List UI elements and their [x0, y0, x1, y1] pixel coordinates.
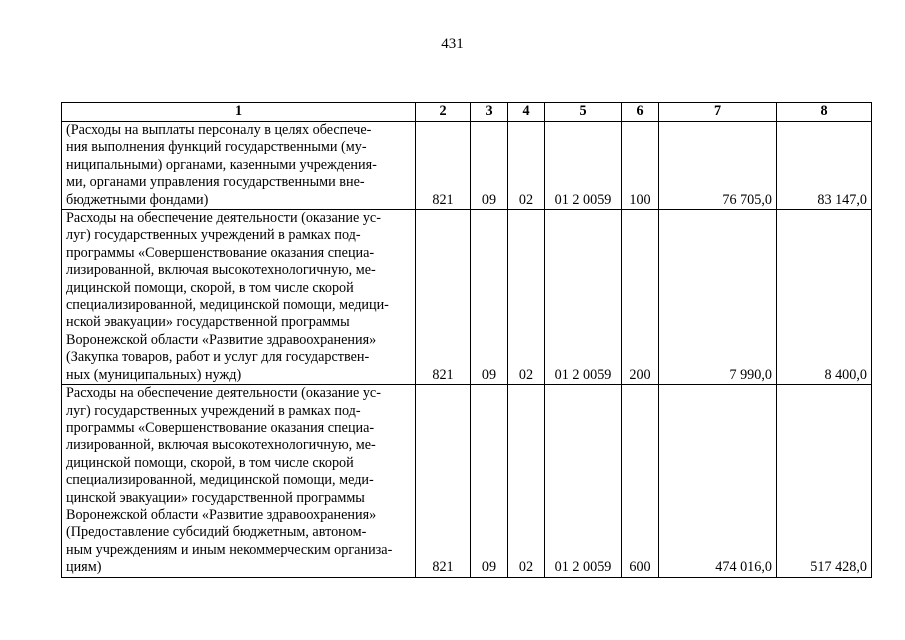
column-header-7: 7	[659, 103, 777, 122]
description-line: программы «Совершенствование оказания специа-	[66, 244, 375, 261]
description-line: луг) государственных учреждений в рамках под-	[66, 227, 361, 244]
cell-col2: 821	[416, 210, 471, 385]
description-line: (Закупка товаров, работ и услуг для государствен-	[66, 349, 370, 366]
row-description	[62, 385, 416, 577]
description-line: лизированной, включая высокотехнологичную, ме-	[66, 437, 376, 454]
cell-col2: 821	[416, 122, 471, 210]
column-header-2: 2	[416, 103, 471, 122]
description-line: лизированной, включая высокотехнологичную, ме-	[66, 262, 376, 279]
column-header-5: 5	[545, 103, 622, 122]
cell-col4: 02	[508, 122, 545, 210]
cell-col4: 02	[508, 210, 545, 385]
description-line: циям)	[66, 559, 102, 576]
cell-col5: 01 2 0059	[545, 385, 622, 577]
cell-col3: 09	[471, 385, 508, 577]
description-line: Воронежской области «Развитие здравоохранения»	[66, 331, 377, 348]
row-description	[62, 122, 416, 210]
description-line: (Предоставление субсидий бюджетным, автоном-	[66, 524, 367, 541]
description-line: Расходы на обеспечение деятельности (оказание ус-	[66, 385, 381, 402]
column-header-8: 8	[777, 103, 872, 122]
cell-col8: 517 428,0	[777, 385, 872, 577]
description-line: Расходы на обеспечение деятельности (оказание ус-	[66, 210, 381, 227]
description-line: бюджетными фондами)	[66, 191, 209, 208]
table-row	[62, 210, 872, 385]
page-number: 431	[441, 36, 464, 52]
cell-col3: 09	[471, 210, 508, 385]
description-line: ным учреждениям и иным некоммерческим организа-	[66, 541, 393, 558]
cell-col8: 8 400,0	[777, 210, 872, 385]
description-line: ных (муниципальных) нужд)	[66, 366, 242, 383]
description-line: нской эвакуации» государственной программы	[66, 314, 350, 331]
description-line: луг) государственных учреждений в рамках под-	[66, 402, 361, 419]
column-header-3: 3	[471, 103, 508, 122]
column-header-4: 4	[508, 103, 545, 122]
table-row	[62, 122, 872, 210]
description-line: ния выполнения функций государственными (му-	[66, 139, 367, 156]
cell-col5: 01 2 0059	[545, 210, 622, 385]
description-line: (Расходы на выплаты персоналу в целях обеспече-	[66, 122, 372, 138]
description-line: ми, органами управления государственными вне-	[66, 174, 365, 191]
cell-col3: 09	[471, 122, 508, 210]
cell-col6: 600	[622, 385, 659, 577]
cell-col7: 7 990,0	[659, 210, 777, 385]
column-header-6: 6	[622, 103, 659, 122]
table-row	[62, 385, 872, 577]
description-line: специализированной, медицинской помощи, меди-	[66, 472, 374, 489]
cell-col7: 474 016,0	[659, 385, 777, 577]
row-description	[62, 210, 416, 385]
cell-col6: 200	[622, 210, 659, 385]
cell-col7: 76 705,0	[659, 122, 777, 210]
column-header-1: 1	[62, 103, 416, 122]
header-row	[62, 103, 872, 122]
cell-col8: 83 147,0	[777, 122, 872, 210]
description-line: дицинской помощи, скорой, в том числе скорой	[66, 279, 354, 296]
description-line: программы «Совершенствование оказания специа-	[66, 419, 375, 436]
description-line: дицинской помощи, скорой, в том числе скорой	[66, 454, 354, 471]
description-line: цинской эвакуации» государственной программы	[66, 489, 365, 506]
budget-table	[61, 102, 872, 578]
cell-col5: 01 2 0059	[545, 122, 622, 210]
cell-col4: 02	[508, 385, 545, 577]
cell-col2: 821	[416, 385, 471, 577]
description-line: Воронежской области «Развитие здравоохранения»	[66, 506, 377, 523]
cell-col6: 100	[622, 122, 659, 210]
description-line: специализированной, медицинской помощи, медици-	[66, 297, 389, 314]
description-line: ниципальными) органами, казенными учреждения-	[66, 156, 377, 173]
